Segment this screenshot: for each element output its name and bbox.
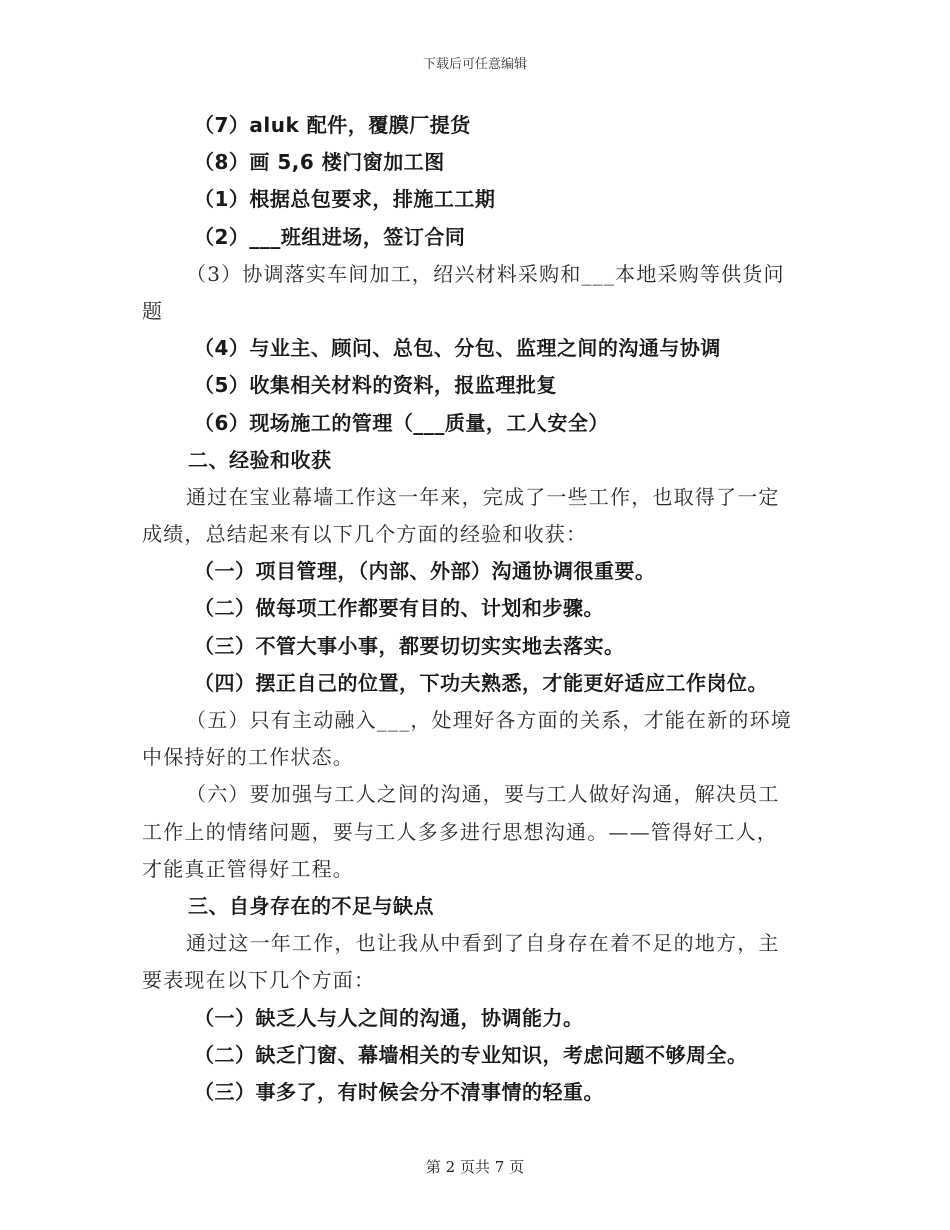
text-line: （5）收集相关材料的资料，报监理批复	[194, 373, 557, 398]
text-line: （4）与业主、顾问、总包、分包、监理之间的沟通与协调	[194, 336, 721, 361]
text-line: （8）画 5,6 楼门窗加工图	[194, 150, 445, 175]
text-line: 才能真正管得好工程。	[142, 856, 354, 881]
text-line: 题	[142, 298, 164, 323]
text-line: （三）不管大事小事，都要切切实实地去落实。	[194, 633, 625, 658]
text-line: （三）事多了，有时候会分不清事情的轻重。	[194, 1079, 604, 1104]
text-line: 成绩，总结起来有以下几个方面的经验和收获：	[142, 522, 588, 547]
text-line: （2）___班组进场，签订合同	[194, 224, 466, 249]
text-line: 通过这一年工作，也让我从中看到了自身存在着不足的地方，主	[186, 931, 780, 956]
text-line: 通过在宝业幕墙工作这一年来，完成了一些工作，也取得了一定	[186, 484, 780, 509]
text-line: （7）aluk 配件，覆膜厂提货	[194, 113, 471, 137]
section-heading: 三、自身存在的不足与缺点	[188, 893, 434, 918]
text-line: （四）摆正自己的位置，下功夫熟悉，才能更好适应工作岗位。	[194, 670, 768, 695]
text-line: （一）项目管理，（内部、外部）沟通协调很重要。	[194, 559, 656, 584]
text-line: （五）只有主动融入___，处理好各方面的关系，才能在新的环境	[186, 708, 792, 732]
text-line: 中保持好的工作状态。	[142, 745, 354, 770]
text-line: （1）根据总包要求，排施工工期	[194, 187, 496, 212]
page-header: 下载后可任意编辑	[422, 57, 527, 72]
document-body	[142, 107, 810, 1111]
text-line: 要表现在以下几个方面：	[142, 968, 376, 993]
text-line: （一）缺乏人与人之间的沟通，协调能力。	[194, 1005, 584, 1030]
text-line: 工作上的情绪问题，要与工人多多进行思想沟通。——管得好工人，	[142, 819, 778, 844]
text-line: （六）要加强与工人之间的沟通，要与工人做好沟通，解决员工	[186, 782, 780, 807]
text-line: （6）现场施工的管理（___质量，工人安全）	[194, 410, 609, 435]
section-heading: 二、经验和收获	[188, 447, 332, 472]
text-line: （3）协调落实车间加工，绍兴材料采购和___本地采购等供货问	[186, 261, 785, 286]
page-footer: 第 2 页共 7 页	[425, 1158, 525, 1176]
text-line: （二）缺乏门窗、幕墙相关的专业知识，考虑问题不够周全。	[194, 1042, 748, 1067]
text-line: （二）做每项工作都要有目的、计划和步骤。	[194, 596, 604, 621]
